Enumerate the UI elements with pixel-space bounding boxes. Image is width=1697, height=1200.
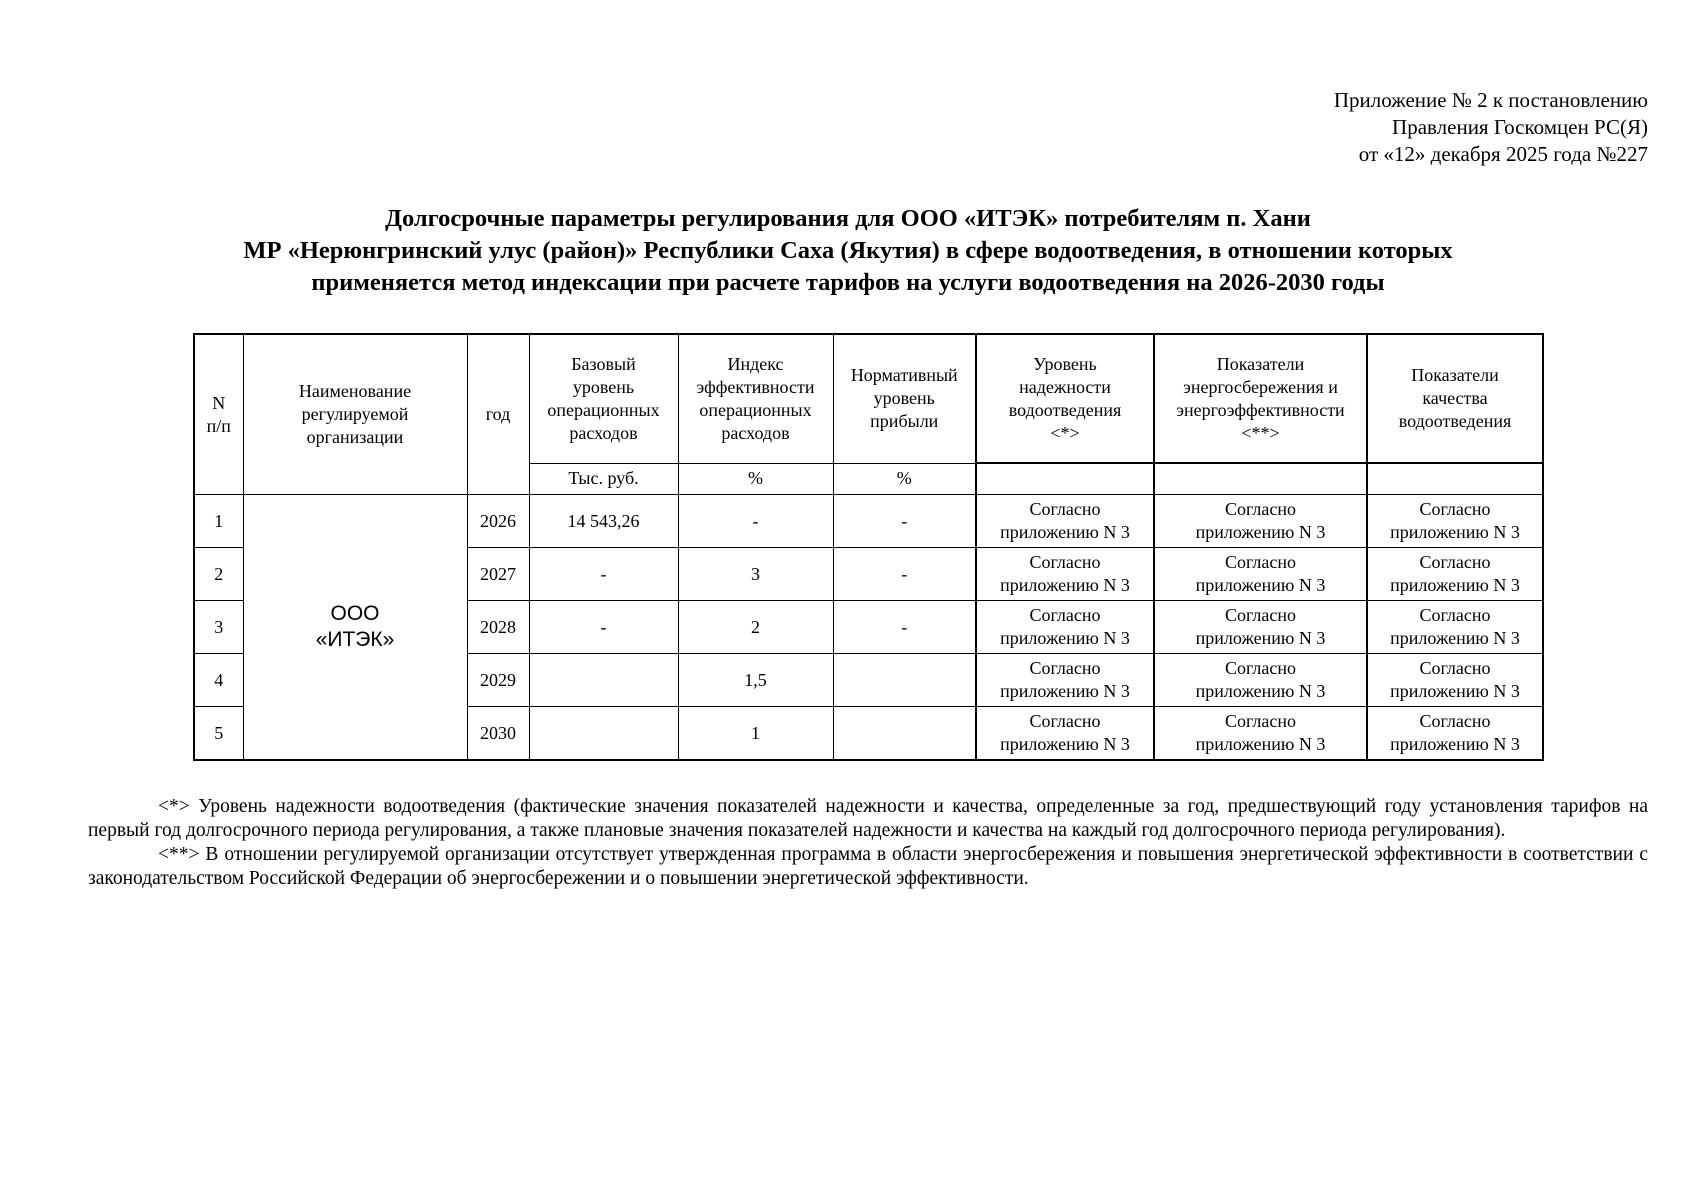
organization-name: ООО «ИТЭК» xyxy=(243,495,467,761)
row-energy-efficiency: Согласно приложению N 3 xyxy=(1154,495,1367,548)
row-normative-profit: - xyxy=(833,548,976,601)
row-number: 2 xyxy=(194,548,243,601)
row-efficiency-index: 3 xyxy=(678,548,833,601)
row-base-opex: - xyxy=(529,601,678,654)
header-energy-efficiency: Показатели энергосбережения и энергоэффективности <**> xyxy=(1154,334,1367,463)
row-number: 3 xyxy=(194,601,243,654)
appendix-line-3: от «12» декабря 2025 года №227 xyxy=(1358,142,1648,166)
row-number: 1 xyxy=(194,495,243,548)
table-row xyxy=(194,495,1543,548)
unit-reliability xyxy=(976,463,1154,495)
row-year: 2027 xyxy=(467,548,529,601)
footnote-reliability: <*> Уровень надежности водоотведения (фактические значения показателей надежности и качества, определенные за год, предшествующий году установления тарифов на первый год долгосрочного периода регулирования, а также плановые значения показателей надежности и качества на каждый год долгосрочного периода регулирования). xyxy=(88,796,1648,841)
row-reliability: Согласно приложению N 3 xyxy=(976,548,1154,601)
row-year: 2028 xyxy=(467,601,529,654)
appendix-line-2: Правления Госкомцен РС(Я) xyxy=(1392,115,1648,139)
header-reliability: Уровень надежности водоотведения <*> xyxy=(976,334,1154,463)
header-number: N п/п xyxy=(194,334,243,495)
row-energy-efficiency: Согласно приложению N 3 xyxy=(1154,707,1367,761)
row-quality: Согласно приложению N 3 xyxy=(1367,707,1543,761)
row-quality: Согласно приложению N 3 xyxy=(1367,601,1543,654)
row-reliability: Согласно приложению N 3 xyxy=(976,707,1154,761)
row-year: 2030 xyxy=(467,707,529,761)
header-quality: Показатели качества водоотведения xyxy=(1367,334,1543,463)
header-base-opex: Базовый уровень операционных расходов xyxy=(529,334,678,463)
unit-energy-efficiency xyxy=(1154,463,1367,495)
header-organization: Наименование регулируемой организации xyxy=(243,334,467,495)
row-number: 4 xyxy=(194,654,243,707)
row-year: 2029 xyxy=(467,654,529,707)
row-normative-profit xyxy=(833,707,976,761)
row-number: 5 xyxy=(194,707,243,761)
footnotes xyxy=(88,795,1648,891)
title-line-2: МР «Нерюнгринский улус (район)» Республики Саха (Якутия) в сфере водоотведения, в отношении которых xyxy=(243,237,1453,264)
row-efficiency-index: 1 xyxy=(678,707,833,761)
table-header-row xyxy=(194,334,1543,463)
row-base-opex: - xyxy=(529,548,678,601)
header-efficiency-index: Индекс эффективности операционных расходов xyxy=(678,334,833,463)
regulation-parameters-table xyxy=(193,333,1544,761)
title-line-3: применяется метод индексации при расчете тарифов на услуги водоотведения на 2026-2030 годы xyxy=(311,269,1385,296)
row-energy-efficiency: Согласно приложению N 3 xyxy=(1154,654,1367,707)
header-year: год xyxy=(467,334,529,495)
row-normative-profit: - xyxy=(833,495,976,548)
title-line-1: Долгосрочные параметры регулирования для ООО «ИТЭК» потребителям п. Хани xyxy=(385,205,1311,232)
unit-base-opex: Тыс. руб. xyxy=(529,463,678,495)
row-normative-profit: - xyxy=(833,601,976,654)
row-base-opex: 14 543,26 xyxy=(529,495,678,548)
row-base-opex xyxy=(529,707,678,761)
header-normative-profit: Нормативный уровень прибыли xyxy=(833,334,976,463)
row-normative-profit xyxy=(833,654,976,707)
unit-quality xyxy=(1367,463,1543,495)
row-efficiency-index: 1,5 xyxy=(678,654,833,707)
row-reliability: Согласно приложению N 3 xyxy=(976,495,1154,548)
row-efficiency-index: - xyxy=(678,495,833,548)
footnote-energy: <**> В отношении регулируемой организации отсутствует утвержденная программа в области энергосбережения и повышения энергетической эффективности в соответствии с законодательством Российской Федерации об энергосбережении и о повышении энергетической эффективности. xyxy=(88,844,1648,889)
document-title xyxy=(88,203,1608,299)
row-reliability: Согласно приложению N 3 xyxy=(976,601,1154,654)
row-base-opex xyxy=(529,654,678,707)
appendix-reference xyxy=(1334,87,1648,168)
row-quality: Согласно приложению N 3 xyxy=(1367,654,1543,707)
row-energy-efficiency: Согласно приложению N 3 xyxy=(1154,601,1367,654)
row-year: 2026 xyxy=(467,495,529,548)
appendix-line-1: Приложение № 2 к постановлению xyxy=(1333,88,1648,112)
unit-efficiency-index: % xyxy=(678,463,833,495)
row-quality: Согласно приложению N 3 xyxy=(1367,548,1543,601)
row-quality: Согласно приложению N 3 xyxy=(1367,495,1543,548)
row-reliability: Согласно приложению N 3 xyxy=(976,654,1154,707)
row-energy-efficiency: Согласно приложению N 3 xyxy=(1154,548,1367,601)
row-efficiency-index: 2 xyxy=(678,601,833,654)
unit-normative-profit: % xyxy=(833,463,976,495)
